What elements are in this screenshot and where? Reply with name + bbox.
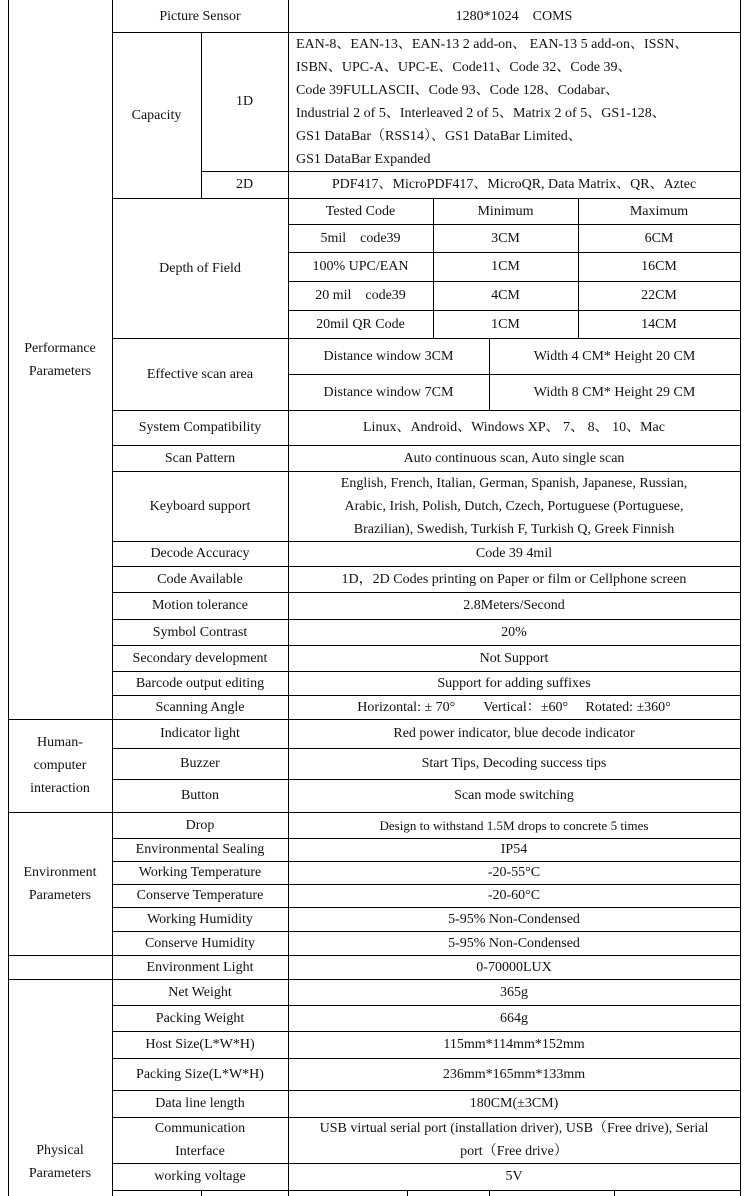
dof-cell-text: 1CM — [491, 259, 520, 274]
environment-row-value-text: 5-95% Non-Condensed — [448, 911, 580, 927]
performance-row-label-text: Scan Pattern — [164, 450, 236, 466]
environment-row-value-text: 0-70000LUX — [476, 959, 552, 975]
environment-row-label — [112, 884, 288, 907]
capacity-label — [112, 32, 201, 198]
performance-row-value-text: Support for adding suffixes — [437, 675, 591, 691]
physical-row-label-text: Packing Size(L*W*H) — [136, 1066, 264, 1082]
grid-line — [288, 281, 740, 282]
scan-area-label-text: Effective scan area — [146, 366, 254, 382]
dof-cell — [288, 252, 433, 281]
environment-row-label-text: Environmental Sealing — [135, 842, 265, 857]
environment-row-value-text: Design to withstand 1.5M drops to concrete 5 times — [379, 817, 649, 833]
physical-row-value-text: 180CM(±3CM) — [469, 1096, 559, 1111]
physical-row-label — [112, 1058, 288, 1090]
environment-row-value — [288, 931, 740, 955]
performance-row-value — [288, 445, 740, 471]
dof-cell — [288, 310, 433, 338]
capacity-1d-value — [288, 32, 740, 171]
environment-row-value-text: 5-95% Non-Condensed — [448, 935, 580, 951]
hci-row-value — [288, 719, 740, 748]
environment-row-label — [112, 907, 288, 931]
physical-row-value-text: 115mm*114mm*152mm — [443, 1037, 585, 1052]
hci-row-value-text: Scan mode switching — [454, 788, 574, 803]
grid-line — [8, 0, 9, 1196]
environment-row-label — [112, 812, 288, 838]
physical-row-value-text: 5V — [505, 1169, 523, 1184]
physical-row-value — [288, 1031, 740, 1058]
hci-row-value — [288, 779, 740, 812]
physical-row-label — [112, 1031, 288, 1058]
physical-row-value-text: 664g — [500, 1010, 528, 1026]
section-environment — [8, 812, 112, 955]
dof-cell — [578, 252, 740, 281]
performance-row-label — [112, 619, 288, 645]
performance-row-label-text: Decode Accuracy — [150, 546, 250, 561]
hci-row-label — [112, 748, 288, 779]
dof-cell-text: 5mil code39 — [320, 230, 401, 246]
performance-row-label — [112, 671, 288, 695]
performance-row-label — [112, 445, 288, 471]
physical-row-label-text: working voltage — [154, 1169, 246, 1184]
performance-row-value — [288, 566, 740, 592]
dof-cell-text: 20mil QR Code — [316, 316, 405, 332]
performance-row-value — [288, 619, 740, 645]
grid-line — [489, 338, 490, 410]
capacity-2d-value — [288, 171, 740, 198]
section-human-computer-text: Human- computer interaction — [30, 735, 90, 796]
dof-header-text: Minimum — [477, 203, 534, 219]
performance-row-value-text: 1D，2D Codes printing on Paper or film or Cellphone screen — [341, 571, 687, 587]
physical-row-value — [288, 1090, 740, 1117]
section-performance — [8, 0, 112, 719]
picture-sensor-value-text: 1280*1024 COMS — [455, 8, 573, 24]
performance-row-label-text: System Compatibility — [138, 420, 262, 435]
grid-line — [8, 955, 112, 956]
grid-line — [112, 955, 740, 956]
grid-line — [740, 0, 741, 1196]
scan-area-size-text: Width 8 CM* Height 29 CM — [533, 384, 696, 400]
physical-row-label-text: Host Size(L*W*H) — [145, 1037, 255, 1052]
physical-row-label — [112, 1117, 288, 1163]
environment-row-value — [288, 884, 740, 907]
scan-area-distance — [288, 338, 489, 374]
dof-header-text: Maximum — [629, 203, 689, 219]
environment-row-label — [112, 861, 288, 884]
dof-header-text: Tested Code — [325, 203, 396, 219]
physical-row-value — [288, 1163, 740, 1190]
performance-row-value-text: Not Support — [479, 650, 549, 666]
physical-row-label — [112, 1163, 288, 1190]
environment-row-label-text: Working Humidity — [147, 911, 253, 927]
grid-line — [578, 198, 579, 338]
dof-cell-text: 1CM — [491, 316, 520, 332]
performance-row-label — [112, 566, 288, 592]
dof-cell — [288, 281, 433, 310]
section-performance-text: Performance Parameters — [24, 340, 96, 379]
performance-row-value-text: English, French, Italian, German, Spanish, Japanese, Russian, Arabic, Irish, Polish, Dutch, Czech, Portuguese (Portuguese, Brazilian), Swedish, Turkish F, Turkish Q, Greek Finnish — [340, 475, 688, 537]
physical-row-value — [288, 979, 740, 1005]
picture-sensor-value — [288, 0, 740, 32]
performance-row-label-text: Symbol Contrast — [152, 624, 248, 640]
hci-row-label — [112, 779, 288, 812]
physical-row-label — [112, 979, 288, 1005]
scan-area-size — [489, 374, 740, 410]
performance-row-label-text: Scanning Angle — [155, 699, 245, 715]
performance-row-label — [112, 695, 288, 719]
performance-row-value-text: Horizontal: ± 70° Vertical：±60° Rotated: ±360° — [357, 699, 671, 715]
performance-row-value-text: Linux、Android、Windows XP、 7、 8、 10、Mac — [363, 420, 665, 435]
environment-row-value-text: -20-55°C — [487, 865, 541, 880]
performance-row-label — [112, 471, 288, 541]
section-environment-text: Environment Parameters — [23, 864, 97, 903]
depth-of-field-label-text: Depth of Field — [159, 260, 241, 276]
physical-row-label — [112, 1005, 288, 1031]
performance-row-value — [288, 410, 740, 445]
performance-row-label-text: Motion tolerance — [151, 598, 249, 613]
scan-area-size-text: Width 4 CM* Height 20 CM — [533, 348, 696, 364]
environment-row-value — [288, 838, 740, 861]
environment-row-label — [112, 931, 288, 955]
environment-row-label-text: Conserve Temperature — [136, 888, 264, 903]
performance-row-value-text: Code 39 4mil — [475, 546, 553, 561]
environment-row-value — [288, 907, 740, 931]
performance-row-label — [112, 541, 288, 566]
physical-row-label-text: Packing Weight — [155, 1010, 245, 1026]
dof-cell-text: 6CM — [644, 230, 674, 246]
grid-line — [288, 252, 740, 253]
environment-row-label — [112, 955, 288, 979]
hci-row-label — [112, 719, 288, 748]
performance-row-value — [288, 695, 740, 719]
performance-row-label-text: Secondary development — [132, 650, 268, 666]
grid-line — [407, 1190, 408, 1196]
performance-row-value — [288, 541, 740, 566]
capacity-1d-label — [201, 32, 288, 171]
physical-row-label-text: Communication Interface — [154, 1121, 246, 1159]
hci-row-label-text: Button — [180, 788, 220, 803]
capacity-2d-value-text: PDF417、MicroPDF417、MicroQR, Data Matrix、QR、Aztec — [331, 177, 697, 192]
performance-row-value-text: Auto continuous scan, Auto single scan — [403, 450, 625, 466]
dof-cell — [433, 224, 578, 252]
dof-cell-text: 22CM — [641, 288, 677, 303]
grid-line — [201, 32, 202, 198]
environment-row-value — [288, 955, 740, 979]
hci-row-value-text: Red power indicator, blue decode indicator — [393, 726, 635, 741]
grid-line — [288, 224, 740, 225]
physical-row-value-text: 365g — [500, 984, 528, 1000]
environment-row-label-text: Working Temperature — [138, 865, 262, 880]
physical-row-value — [288, 1005, 740, 1031]
dof-cell — [433, 281, 578, 310]
scan-area-label — [112, 338, 288, 410]
grid-line — [112, 0, 113, 1196]
scan-area-distance-text: Distance window 3CM — [323, 348, 454, 364]
physical-row-label — [112, 1090, 288, 1117]
hci-row-label-text: Buzzer — [180, 756, 220, 771]
performance-row-label — [112, 410, 288, 445]
physical-row-value-text: USB virtual serial port (installation driver), USB（Free drive), Serial port（Free drive） — [319, 1121, 709, 1159]
performance-row-value — [288, 592, 740, 619]
performance-row-value — [288, 671, 740, 695]
environment-row-value-text: -20-60°C — [487, 888, 541, 903]
depth-of-field-label — [112, 198, 288, 338]
physical-row-label-text: Net Weight — [168, 984, 232, 1000]
environment-row-label-text: Drop — [185, 817, 215, 833]
dof-cell-text: 20 mil code39 — [315, 288, 406, 303]
dof-cell-text: 16CM — [641, 259, 677, 274]
grid-line — [433, 198, 434, 338]
performance-row-label — [112, 592, 288, 619]
performance-row-label — [112, 645, 288, 671]
grid-line — [489, 1190, 490, 1196]
section-physical-text: Physical Parameters — [28, 1143, 92, 1181]
dof-cell-text: 4CM — [491, 288, 520, 303]
capacity-2d-label-text: 2D — [235, 177, 254, 192]
physical-row-value-text: 236mm*165mm*133mm — [442, 1066, 586, 1082]
hci-row-value-text: Start Tips, Decoding success tips — [421, 756, 607, 771]
performance-row-label-text: Code Available — [157, 571, 243, 587]
grid-line — [112, 1190, 740, 1191]
dof-cell-text: 100% UPC/EAN — [312, 259, 409, 274]
picture-sensor-label-text: Picture Sensor — [159, 8, 241, 24]
physical-row-value — [288, 1058, 740, 1090]
capacity-2d-label — [201, 171, 288, 198]
grid-line — [288, 374, 740, 375]
section-physical — [8, 1128, 112, 1196]
dof-header — [288, 198, 433, 224]
performance-row-value — [288, 645, 740, 671]
hci-row-label-text: Indicator light — [160, 726, 240, 741]
capacity-1d-value-text: EAN-8、EAN-13、EAN-13 2 add-on、 EAN-13 5 add-on、ISSN、 ISBN、UPC-A、UPC-E、Code11、Code 32、Code 39、 Code 39FULLASCII、Code 93、Code 128、Codabar、 Industrial 2 of 5、Interleaved 2 of 5、Matrix 2 of 5、GS1-128、 GS1 DataBar（RSS14）、GS1 DataBar Limited、 GS1 DataBar Expanded — [296, 36, 689, 167]
grid-line — [201, 1190, 202, 1196]
dof-header — [578, 198, 740, 224]
performance-row-value — [288, 471, 740, 541]
picture-sensor-label — [112, 0, 288, 32]
dof-cell-text: 3CM — [491, 230, 520, 246]
environment-row-label-text: Conserve Humidity — [144, 935, 256, 951]
grid-line — [614, 1190, 615, 1196]
dof-header — [433, 198, 578, 224]
capacity-1d-label-text: 1D — [235, 94, 254, 109]
scan-area-distance — [288, 374, 489, 410]
scan-area-size — [489, 338, 740, 374]
capacity-label-text: Capacity — [131, 107, 182, 123]
environment-row-value-text: IP54 — [500, 842, 528, 857]
dof-cell — [578, 281, 740, 310]
dof-cell — [578, 224, 740, 252]
dof-cell — [433, 310, 578, 338]
scan-area-distance-text: Distance window 7CM — [323, 384, 454, 400]
dof-cell — [288, 224, 433, 252]
performance-row-label-text: Keyboard support — [149, 498, 251, 514]
grid-line — [288, 310, 740, 311]
dof-cell — [433, 252, 578, 281]
dof-cell-text: 14CM — [641, 316, 677, 332]
environment-row-value — [288, 861, 740, 884]
environment-row-value — [288, 812, 740, 838]
dof-cell — [578, 310, 740, 338]
physical-row-label-text: Data line length — [155, 1096, 245, 1111]
environment-row-label — [112, 838, 288, 861]
performance-row-label-text: Barcode output editing — [135, 675, 265, 691]
physical-row-value — [288, 1117, 740, 1163]
performance-row-value-text: 2.8Meters/Second — [463, 598, 565, 613]
hci-row-value — [288, 748, 740, 779]
section-human-computer — [8, 719, 112, 812]
environment-row-label-text: Environment Light — [146, 959, 254, 975]
performance-row-value-text: 20% — [501, 624, 527, 640]
grid-line — [288, 0, 289, 1196]
